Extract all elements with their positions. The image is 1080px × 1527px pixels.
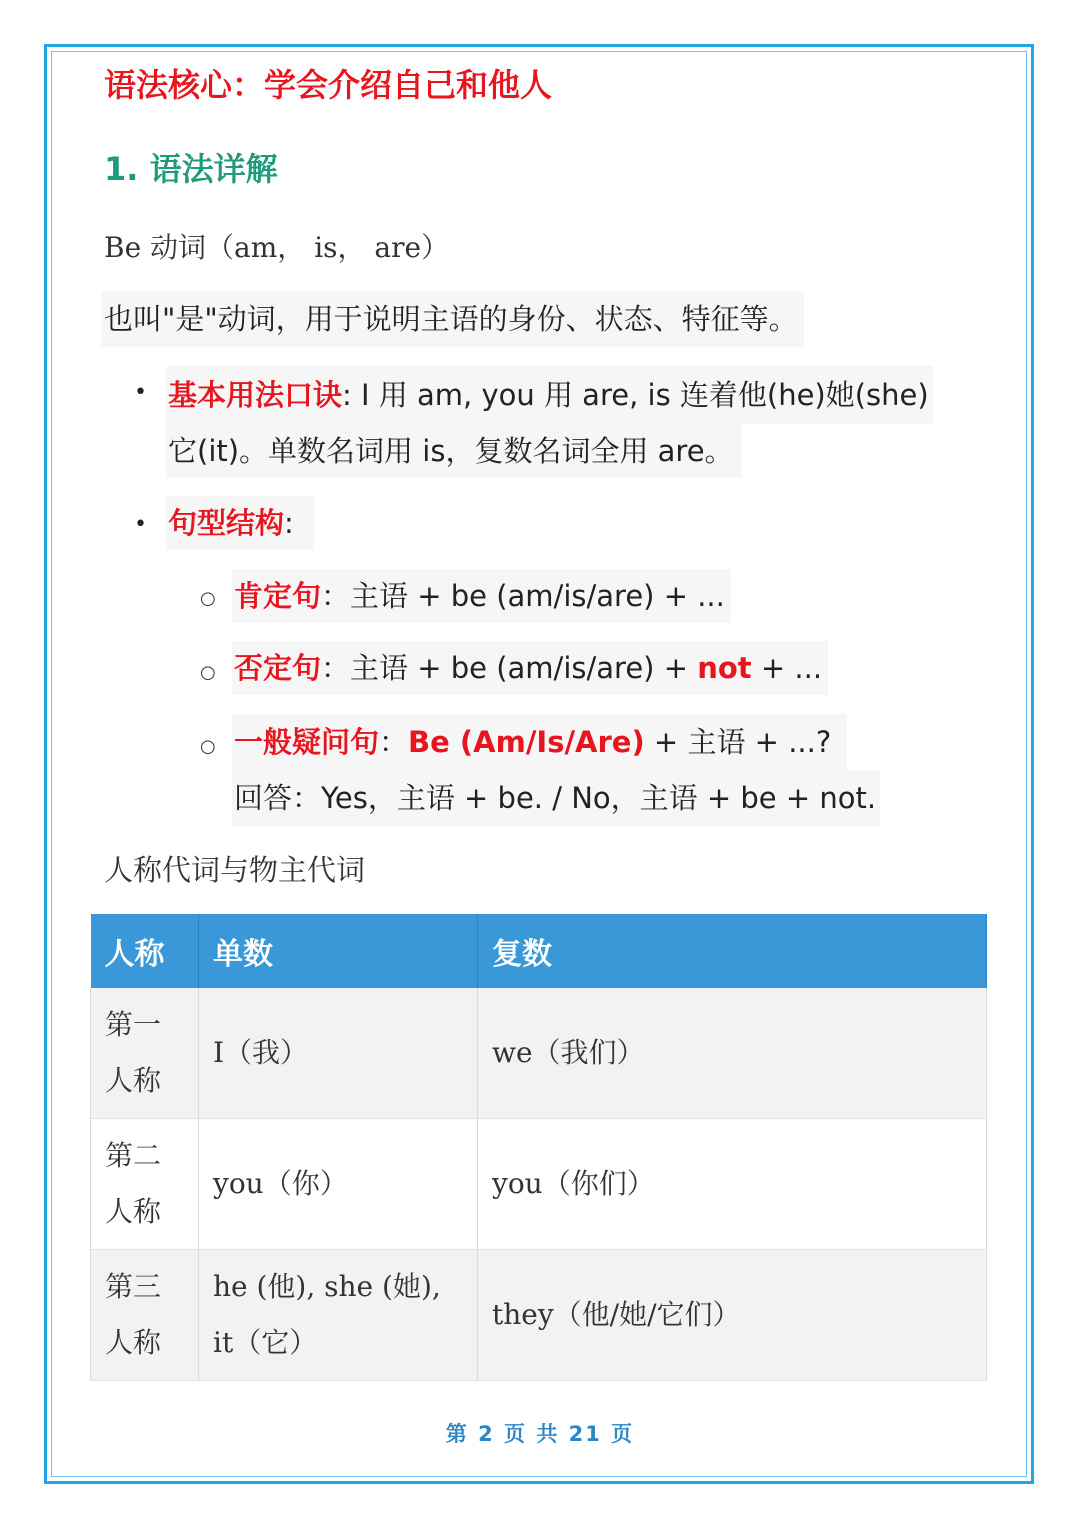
plural-cell: you（你们） bbox=[478, 1119, 987, 1250]
plural-cell: they（他/她/它们） bbox=[478, 1250, 987, 1381]
pronoun-table bbox=[90, 914, 987, 1381]
affirmative-label: 肯定句 bbox=[234, 579, 322, 613]
table-row bbox=[91, 1250, 987, 1381]
person-cell bbox=[91, 1119, 199, 1250]
question-sentence bbox=[232, 714, 847, 770]
table-header-person: 人称 bbox=[91, 914, 199, 988]
rule-line-1 bbox=[166, 366, 933, 424]
singular-cell bbox=[199, 1250, 478, 1381]
structure-colon: : bbox=[284, 506, 294, 540]
table-header-plural: 复数 bbox=[478, 914, 987, 988]
circle-bullet-icon: ○ bbox=[200, 662, 216, 683]
person-label-a: 第一 bbox=[105, 1008, 162, 1041]
question-be: Be (Am/Is/Are) bbox=[408, 725, 645, 759]
table-row bbox=[91, 1119, 987, 1250]
negative-text-b: + ... bbox=[751, 651, 823, 685]
singular-cell bbox=[199, 988, 478, 1119]
person-label-b: 人称 bbox=[105, 1064, 162, 1097]
rule-line-2: 它(it)。单数名词用 is，复数名词全用 are。 bbox=[166, 424, 742, 478]
pronoun-heading: 人称代词与物主代词 bbox=[104, 853, 366, 887]
singular-text: you（你） bbox=[213, 1167, 348, 1200]
person-cell bbox=[91, 988, 199, 1119]
table-row bbox=[91, 988, 987, 1119]
question-label: 一般疑问句 bbox=[234, 725, 380, 759]
be-verb-description: 也叫"是"动词，用于说明主语的身份、状态、特征等。 bbox=[102, 291, 804, 347]
question-answer: 回答：Yes，主语 + be. / No，主语 + be + not. bbox=[232, 770, 880, 826]
structure-heading bbox=[166, 496, 314, 550]
singular-cell bbox=[199, 1119, 478, 1250]
be-verb-line: Be 动词（am， is， are） bbox=[104, 231, 450, 264]
rule-text-1: : I 用 am, you 用 are, is 连着他(he)她(she) bbox=[342, 378, 929, 412]
page-number-footer: 第 2 页 共 21 页 bbox=[445, 1422, 635, 1446]
person-label-b: 人称 bbox=[105, 1326, 162, 1359]
bullet-dot-icon: • bbox=[134, 512, 147, 537]
negative-label: 否定句 bbox=[234, 651, 322, 685]
question-colon: ： bbox=[379, 725, 409, 759]
singular-text-a: he (他), she (她), bbox=[213, 1270, 441, 1303]
negative-sentence bbox=[232, 641, 828, 695]
question-text: + 主语 + ...? bbox=[644, 725, 832, 759]
singular-text: I（我） bbox=[213, 1036, 309, 1069]
singular-text-b: it（它） bbox=[213, 1326, 318, 1359]
person-label-a: 第三 bbox=[105, 1270, 162, 1303]
circle-bullet-icon: ○ bbox=[200, 736, 216, 757]
section-heading: 1. 语法详解 bbox=[104, 150, 278, 188]
bullet-dot-icon: • bbox=[134, 380, 147, 405]
negative-text-a: ：主语 + be (am/is/are) + bbox=[321, 651, 698, 685]
structure-label: 句型结构 bbox=[168, 506, 285, 540]
circle-bullet-icon: ○ bbox=[200, 588, 216, 609]
person-label-b: 人称 bbox=[105, 1195, 162, 1228]
person-label-a: 第二 bbox=[105, 1139, 162, 1172]
table-header-singular: 单数 bbox=[199, 914, 478, 988]
affirmative-sentence bbox=[232, 569, 731, 623]
plural-cell: we（我们） bbox=[478, 988, 987, 1119]
affirmative-text: ：主语 + be (am/is/are) + ... bbox=[321, 579, 725, 613]
negative-not: not bbox=[697, 651, 752, 685]
table-header-row bbox=[91, 914, 987, 988]
person-cell bbox=[91, 1250, 199, 1381]
rule-label: 基本用法口诀 bbox=[168, 378, 343, 412]
page-title: 语法核心：学会介绍自己和他人 bbox=[104, 66, 553, 104]
